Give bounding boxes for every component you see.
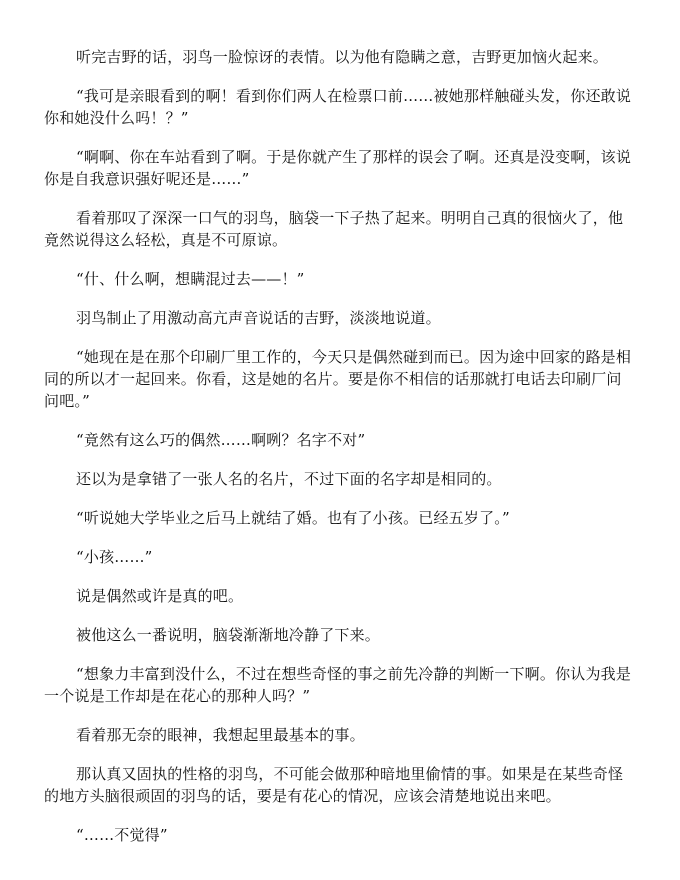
paragraph: 羽鸟制止了用激动高亢声音说话的吉野，淡淡地说道。	[76, 309, 441, 327]
paragraph: “小孩……”	[76, 548, 153, 566]
paragraph: “什、什么啊，想瞒混过去——！”	[76, 270, 305, 288]
paragraph: 看着那叹了深深一口气的羽鸟，脑袋一下子热了起来。明明自己真的很恼火了，他竟然说得这么轻松，真是不可原谅。	[44, 209, 624, 249]
paragraph: “我可是亲眼看到的啊！看到你们两人在检票口前……被她那样触碰头发，你还敢说你和她没什么吗！？”	[44, 87, 632, 127]
paragraph: 被他这么一番说明，脑袋渐渐地冷静了下来。	[76, 626, 381, 644]
paragraph: 说是偶然或许是真的吧。	[76, 587, 244, 605]
paragraph: “……不觉得”	[76, 826, 168, 844]
paragraph: “她现在是在那个印刷厂里工作的，今天只是偶然碰到而已。因为途中回家的路是相同的所以才一起回来。你看，这是她的名片。要是你不相信的话那就打电话去印刷厂问问吧。”	[44, 348, 632, 410]
paragraph: “竟然有这么巧的偶然……啊咧？名字不对”	[76, 431, 366, 449]
paragraph: 还以为是拿错了一张人名的名片，不过下面的名字却是相同的。	[76, 470, 502, 488]
paragraph: “听说她大学毕业之后马上就结了婚。也有了小孩。已经五岁了。”	[76, 509, 510, 527]
paragraph: “啊啊、你在车站看到了啊。于是你就产生了那样的误会了啊。还真是没变啊，该说你是自我意识强好呢还是……”	[44, 148, 632, 188]
paragraph: 看着那无奈的眼神，我想起里最基本的事。	[76, 726, 365, 744]
paragraph: 听完吉野的话，羽鸟一脸惊讶的表情。以为他有隐瞒之意，吉野更加恼火起来。	[76, 48, 609, 66]
paragraph: “想象力丰富到没什么，不过在想些奇怪的事之前先冷静的判断一下啊。你认为我是一个说是工作却是在花心的那种人吗？”	[44, 665, 632, 705]
paragraph: 那认真又固执的性格的羽鸟，不可能会做那种暗地里偷情的事。如果是在某些奇怪的地方头脑很顽固的羽鸟的话，要是有花心的情况，应该会清楚地说出来吧。	[44, 765, 624, 805]
